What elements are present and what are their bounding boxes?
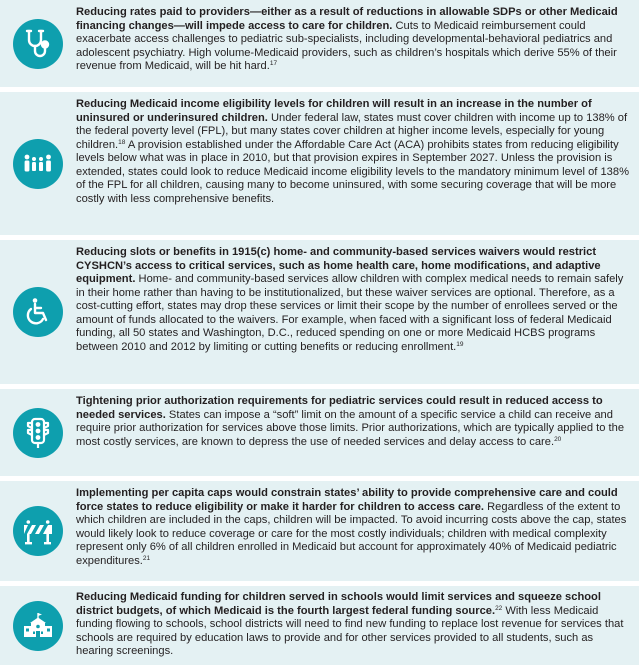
impact-lead: Reducing Medicaid income eligibility levels for children will result in an increase in the number of uninsured or underinsured children. <box>76 98 592 124</box>
impact-text <box>76 6 629 74</box>
impact-card-hcbs-waivers <box>0 240 639 384</box>
impact-card-eligibility <box>0 92 639 235</box>
wheelchair-icon <box>13 287 63 337</box>
impact-card-per-capita-caps <box>0 481 639 581</box>
impact-lead: Tightening prior authorization requirements for pediatric services could result in reduced access to needed services. <box>76 395 603 421</box>
impact-body: Cuts to Medicaid reimbursement could exacerbate access challenges to pediatric sub-specialists, including developmental-behavioral pediatrics and adolescent psychiatry. High volume-Medicaid providers, such as children’s hospitals which derive 55% of their revenue from Medicaid, will be hit hard. <box>76 19 617 73</box>
footnote-ref: 20 <box>554 435 562 443</box>
barricade-icon <box>13 506 63 556</box>
impact-lead: Reducing rates paid to providers—either as a result of reductions in allowable SDPs or other Medicaid financing changes—will impede access to care for children. <box>76 6 618 32</box>
impact-body: States can impose a “soft” limit on the amount of a specific service a child can receive and require prior authorization for services above those limits. Prior authorizations, which are typically applied to the most costly services, are known to depress the use of needed services and delay access to care. <box>76 408 625 448</box>
impact-card-provider-rates <box>0 0 639 87</box>
impact-text <box>76 487 629 568</box>
impact-body: Home- and community-based services allow children with complex medical needs to remain safely in their home rather than having to be institutionalized, but these waiver services are optional. Therefore, as a cost-cutting effort, states may drop these services or limit their scope by the number of enrollees served or the amount of funds allocated to the waivers. For example, when faced with a significant loss of federal Medicaid funding, all 50 states and Washington, D.C., reduced spending on one or more Medicaid HCBS programs between 2010 and 2012 by limiting or cutting benefits or reducing enrollment. <box>76 273 624 353</box>
impact-lead: Reducing slots or benefits in 1915(c) home- and community-based services waivers would restrict CYSHCN’s access to critical services, such as home health care, home modifications, and adaptive equipment. <box>76 246 601 286</box>
footnote-ref: 18 <box>118 138 126 146</box>
stethoscope-icon <box>13 19 63 69</box>
impact-lead: Reducing Medicaid funding for children served in schools would limit services and squeeze school district budgets, of which Medicaid is the fourth largest federal funding source. <box>76 591 601 617</box>
impact-lead: Implementing per capita caps would constrain states’ ability to provide comprehensive care and could force states to reduce eligibility or make it harder for children to access care. <box>76 487 618 513</box>
impact-body: Regardless of the extent to which children are included in the caps, children will be impacted. To avoid incurring costs above the cap, states would likely look to reduce coverage or care for the most costly individuals; children with medical complexity represent only 6% of all children enrolled in Medicaid but account for approximately 40% of Medicaid pediatric expenditures. <box>76 500 627 567</box>
school-icon <box>13 601 63 651</box>
family-icon <box>13 139 63 189</box>
impact-text <box>76 246 629 354</box>
footnote-ref: 19 <box>456 340 464 348</box>
impact-card-prior-authorization <box>0 389 639 476</box>
impact-body-continued: A provision established under the Affordable Care Act (ACA) prohibits states from reducing eligibility levels below what was in place in 2010, but that provision expires in September 2027. Unless the provision is extended, states could look to reduce Medicaid income eligibility levels to the mandatory minimum level of 138% of the FPL for all children, causing many to become uninsured, with some securing coverage that will be more costly with less comprehensive benefits. <box>76 138 629 205</box>
footnote-ref: 21 <box>142 554 151 562</box>
impact-card-school-funding <box>0 586 639 665</box>
impact-text <box>76 395 629 449</box>
impact-body: Under federal law, states must cover children with income up to 138% of the federal poverty level (FPL), but many states cover children at higher income levels, especially for young children. <box>76 111 628 151</box>
footnote-ref: 17 <box>269 60 278 68</box>
footnote-ref: 22 <box>495 604 503 612</box>
impact-body: With less Medicaid funding flowing to schools, school districts will need to find new funding to replace lost revenue for services that schools are required by education laws to provide and for other services provided to all students, such as hearing screenings. <box>76 604 624 658</box>
impact-text <box>76 591 629 659</box>
traffic-light-icon <box>13 408 63 458</box>
impact-text <box>76 98 629 206</box>
